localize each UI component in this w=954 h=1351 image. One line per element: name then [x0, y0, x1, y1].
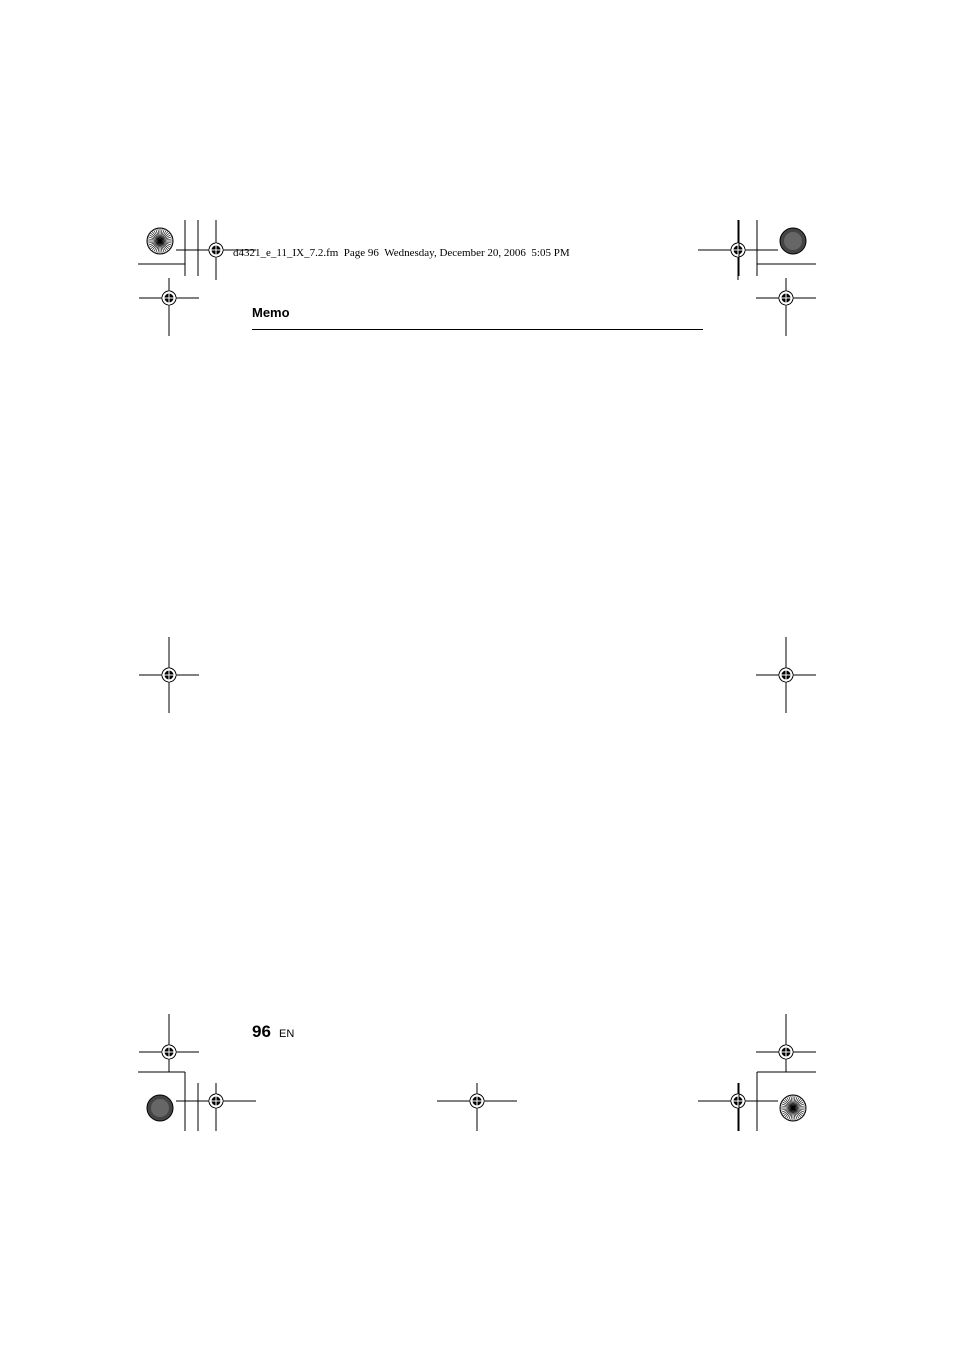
registration-target-icon [756, 278, 816, 336]
registration-target-icon [756, 637, 816, 713]
registration-target-icon [756, 1014, 816, 1072]
header-rule [252, 329, 703, 330]
starburst-target-icon [780, 1095, 806, 1121]
registration-target-icon [698, 220, 778, 280]
section-title: Memo [252, 305, 290, 320]
registration-target-icon [139, 278, 199, 336]
dark-target-icon [147, 1095, 173, 1121]
registration-target-icon [139, 637, 199, 713]
language-code: EN [279, 1028, 295, 1040]
page-number: 96 [252, 1022, 271, 1041]
registration-target-icon [176, 1083, 256, 1131]
registration-target-icon [437, 1083, 517, 1131]
registration-target-icon [139, 1014, 199, 1072]
registration-target-icon [698, 1083, 778, 1131]
file-slug: d4321_e_11_IX_7.2.fm Page 96 Wednesday, December 20, 2006 5:05 PM [233, 247, 570, 259]
dark-target-icon [780, 228, 806, 254]
starburst-target-icon [147, 228, 173, 254]
